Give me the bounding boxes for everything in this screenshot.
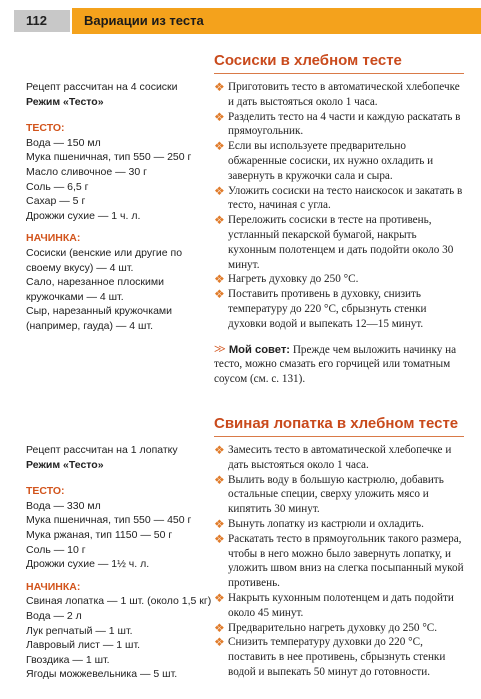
recipe1-title: Сосиски в хлебном тесте	[214, 52, 464, 74]
step-item: ❖ Замесить тесто в автоматической хлебопечке и дать выстояться около 1 часа.	[214, 443, 452, 471]
ingredient: Вода — 330 мл	[26, 499, 101, 512]
bullet-icon: ❖	[214, 531, 225, 546]
step-item: ❖ Уложить сосиски на тесто наискосок и закатать в тесто, начиная с угла.	[214, 183, 463, 212]
recipe1-mode: Режим «Тесто»	[26, 95, 104, 108]
recipe1-ingredients	[26, 80, 201, 334]
recipe1-steps	[214, 80, 464, 387]
tip-label: Мой совет:	[228, 343, 291, 356]
recipe1-servings: Рецепт рассчитан на 4 сосиски	[26, 81, 178, 93]
section-tab	[72, 8, 481, 34]
ingredient: Мука ржаная, тип 1150 — 50 г	[26, 528, 173, 541]
bullet-icon: ❖	[214, 213, 225, 228]
recipe2-servings: Рецепт рассчитан на 1 лопатку	[26, 444, 178, 456]
ingredient: Вода — 150 мл	[26, 136, 101, 149]
ingredient: Лук репчатый — 1 шт.	[26, 624, 133, 637]
ingredient: Гвоздика — 1 шт.	[26, 653, 110, 666]
step-item: ❖ Разделить тесто на 4 части и каждую раскатать в прямоугольник.	[214, 109, 461, 138]
ingredient: Дрожжи сухие — 1½ ч. л.	[26, 558, 150, 571]
step-item: ❖ Вынуть лопатку из кастрюли и охладить.	[214, 516, 424, 531]
recipe2-ingredients	[26, 443, 212, 682]
bullet-icon: ❖	[214, 80, 225, 94]
recipe1-tip	[214, 342, 464, 387]
page-number: 112	[14, 10, 70, 32]
step-item: ❖ Накрыть кухонным полотенцем и дать подойти около 45 минут.	[214, 590, 454, 619]
recipe2-mode: Режим «Тесто»	[26, 458, 104, 471]
bullet-icon: ❖	[214, 590, 225, 605]
step-item: ❖ Поставить противень в духовку, снизить температуру до 220 °С, сбрызнуть стенки духовки водой и выпекать 12—15 минут.	[214, 287, 427, 330]
step-item: ❖ Предварительно нагреть духовку до 250 °С.	[214, 620, 438, 635]
ingredient: Масло сливочное — 30 г	[26, 165, 147, 178]
bullet-icon: ❖	[214, 272, 225, 287]
ingredient: Ягоды можжевельника — 5 шт.	[26, 668, 178, 681]
step-item: ❖ Переложить сосиски в тесте на противень, устланный пекарской бумагой, накрыть кухонным полотенцем и дать подойти около 30 минут.	[214, 213, 454, 271]
ingredient: Соль — 10 г	[26, 543, 86, 556]
step-item: ❖ Снизить температуру духовки до 220 °С, поставить в нее противень, сбрызнуть стенки водой и выпекать 50 минут до готовности.	[214, 635, 446, 678]
ingredient: Вода — 2 л	[26, 609, 82, 622]
ingredient: Сыр, нарезанный кружочками (например, гауда) — 4 шт.	[26, 305, 173, 332]
recipe1-filling-heading: НАЧИНКА:	[26, 232, 81, 245]
bullet-icon: ❖	[214, 620, 225, 635]
recipe2-dough-heading: ТЕСТО:	[26, 485, 65, 498]
bullet-icon: ❖	[214, 443, 225, 457]
section-title: Вариации из теста	[84, 13, 204, 28]
bullet-icon: ❖	[214, 287, 225, 302]
ingredient: Свиная лопатка — 1 шт. (около 1,5 кг)	[26, 595, 212, 608]
bullet-icon: ❖	[214, 635, 225, 650]
ingredient: Мука пшеничная, тип 550 — 450 г	[26, 514, 192, 527]
ingredient: Соль — 6,5 г	[26, 180, 89, 193]
step-item: ❖ Вылить воду в большую кастрюлю, добавить остальные специи, сверху уложить мясо и кипятить 30 минут.	[214, 472, 444, 516]
bullet-icon: ❖	[214, 183, 225, 198]
ingredient: Мука пшеничная, тип 550 — 250 г	[26, 151, 192, 164]
step-item: ❖ Приготовить тесто в автоматической хлебопечке и дать выстояться около 1 часа.	[214, 80, 460, 108]
ingredient: Сало, нарезанное плоскими кружочками — 4 шт.	[26, 276, 164, 303]
page-header	[0, 0, 481, 38]
step-item: ❖ Нагреть духовку до 250 °С.	[214, 272, 359, 287]
bullet-icon: ❖	[214, 139, 225, 154]
ingredient: Сахар — 5 г	[26, 195, 86, 208]
recipe2-title: Свиная лопатка в хлебном тесте	[214, 415, 464, 437]
recipe2-steps	[214, 443, 464, 680]
recipe1-dough-heading: ТЕСТО:	[26, 122, 65, 135]
tip-text: Прежде чем выложить начинку на тесто, можно смазать его горчицей или томатным соусом (см. с. 131).	[214, 343, 457, 386]
ingredient: Дрожжи сухие — 1 ч. л.	[26, 209, 141, 222]
bullet-icon: ❖	[214, 516, 225, 531]
chevron-right-icon: >>	[214, 340, 223, 356]
bullet-icon: ❖	[214, 109, 225, 124]
ingredient: Лавровый лист — 1 шт.	[26, 639, 141, 652]
ingredient: Сосиски (венские или другие по своему вкусу) — 4 шт.	[26, 246, 183, 274]
recipe2-filling-heading: НАЧИНКА:	[26, 580, 81, 593]
step-item: ❖ Раскатать тесто в прямоугольник такого размера, чтобы в него можно было завернуть лопатку, и уложить швом вниз на слегка посыпанный мукой противень.	[214, 531, 464, 590]
step-item: ❖ Если вы используете предварительно обжаренные сосиски, их нужно охладить и завернуть в кружочки сала и сыра.	[214, 139, 434, 182]
bullet-icon: ❖	[214, 472, 225, 487]
